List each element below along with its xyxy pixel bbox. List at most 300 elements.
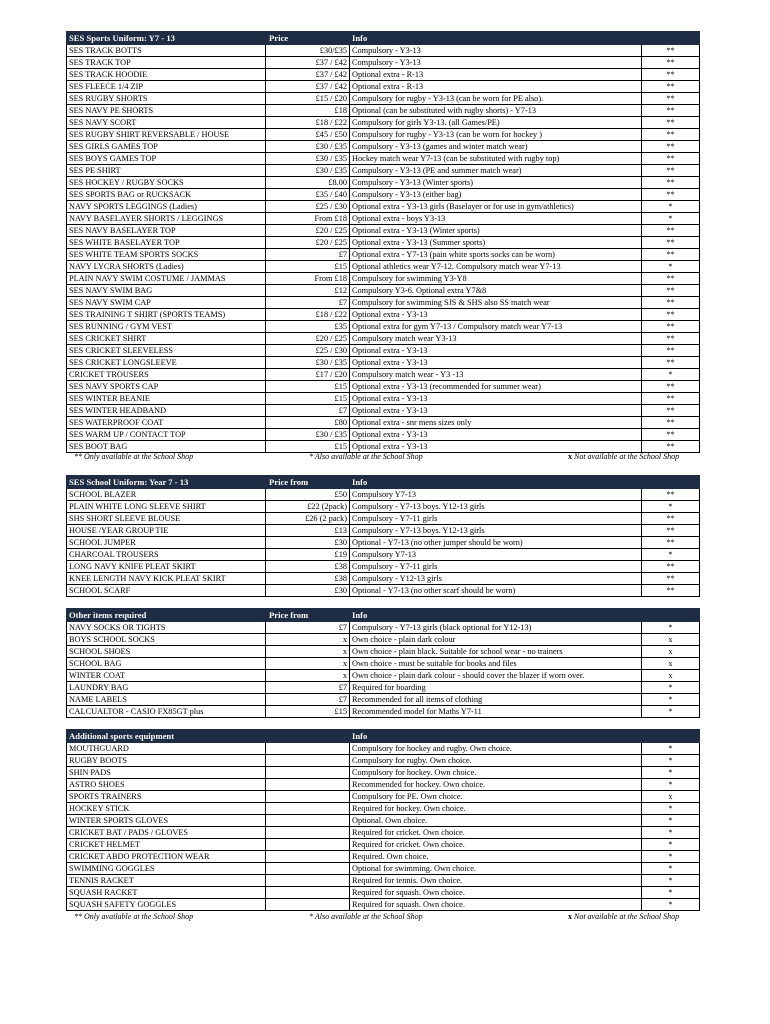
availability-mark: **: [642, 417, 700, 429]
item-info: Compulsory - Y7-13 girls (black optional for Y12-13): [350, 622, 642, 634]
availability-mark: **: [642, 357, 700, 369]
item-name: SES RUGBY SHORTS: [67, 93, 266, 105]
item-info: Own choice - plain dark colour: [350, 634, 642, 646]
table-row: [67, 682, 700, 694]
availability-mark: x: [642, 634, 700, 646]
table-row: [67, 153, 700, 165]
item-name: TENNIS RACKET: [67, 875, 266, 887]
item-price: £80: [266, 417, 350, 429]
table-row: [67, 489, 700, 501]
item-price: £45 / £50: [266, 129, 350, 141]
item-name: SQUASH RACKET: [67, 887, 266, 899]
item-name: NAVY SPORTS LEGGINGS (Ladies): [67, 201, 266, 213]
table-row: [67, 791, 700, 803]
item-name: SES BOOT BAG: [67, 441, 266, 453]
availability-mark: **: [642, 333, 700, 345]
availability-mark: **: [642, 69, 700, 81]
item-name: SES GIRLS GAMES TOP: [67, 141, 266, 153]
item-name: SES NAVY BASELAYER TOP: [67, 225, 266, 237]
availability-mark: **: [642, 393, 700, 405]
table-row: [67, 815, 700, 827]
availability-mark: *: [642, 261, 700, 273]
item-info: Optional for swimming. Own choice.: [350, 863, 642, 875]
item-info: Compulsory Y7-13: [350, 489, 642, 501]
table-row: [67, 189, 700, 201]
table-row: [67, 779, 700, 791]
item-name: NAME LABELS: [67, 694, 266, 706]
item-name: ASTRO SHOES: [67, 779, 266, 791]
item-price: £15: [266, 393, 350, 405]
availability-mark: x: [642, 791, 700, 803]
item-price: £7: [266, 682, 350, 694]
item-name: SES TRAINING T SHIRT (SPORTS TEAMS): [67, 309, 266, 321]
item-price: £37 / £42: [266, 81, 350, 93]
item-price: [266, 863, 350, 875]
availability-mark: **: [642, 573, 700, 585]
item-info: Optional extra - Y3-13: [350, 393, 642, 405]
item-name: RUGBY BOOTS: [67, 755, 266, 767]
table-row: [67, 309, 700, 321]
availability-mark: **: [642, 81, 700, 93]
table-header: [67, 609, 700, 622]
availability-mark: **: [642, 513, 700, 525]
availability-mark: **: [642, 405, 700, 417]
item-info: Compulsory for rugby - Y3-13 (can be worn for PE also).: [350, 93, 642, 105]
table-row: [67, 441, 700, 453]
header-mark: [642, 730, 700, 743]
table-row: [67, 875, 700, 887]
item-name: CRICKET ABDO PROTECTION WEAR: [67, 851, 266, 863]
item-info: Compulsory match wear Y3-13: [350, 333, 642, 345]
item-price: £37 / £42: [266, 57, 350, 69]
header-info: Info: [350, 609, 642, 622]
item-info: Optional extra - Y3-13: [350, 441, 642, 453]
availability-mark: **: [642, 237, 700, 249]
item-info: Recommended for hockey. Own choice.: [350, 779, 642, 791]
item-name: SES RUGBY SHIRT REVERSABLE / HOUSE: [67, 129, 266, 141]
item-price: £15: [266, 706, 350, 718]
item-info: Optional extra - snr mens sizes only: [350, 417, 642, 429]
availability-mark: **: [642, 285, 700, 297]
table-row: [67, 658, 700, 670]
item-info: Optional extra - R-13: [350, 81, 642, 93]
footer-notes-bottom: [66, 912, 699, 923]
item-name: CRICKET HELMET: [67, 839, 266, 851]
availability-mark: **: [642, 141, 700, 153]
item-price: x: [266, 658, 350, 670]
header-info: Info: [350, 730, 642, 743]
item-price: £15: [266, 381, 350, 393]
item-price: £8.00: [266, 177, 350, 189]
item-name: SES WINTER BEANIE: [67, 393, 266, 405]
header-price: Price: [266, 32, 350, 45]
table-row: [67, 899, 700, 911]
item-info: Own choice - plain dark colour - should cover the blazer if worn over.: [350, 670, 642, 682]
item-name: SCHOOL BAG: [67, 658, 266, 670]
item-info: Optional. Own choice.: [350, 815, 642, 827]
table-header: [67, 32, 700, 45]
availability-mark: *: [642, 887, 700, 899]
availability-mark: **: [642, 561, 700, 573]
item-price: £22 (2pack): [266, 501, 350, 513]
item-price: [266, 803, 350, 815]
availability-mark: *: [642, 549, 700, 561]
table-row: [67, 561, 700, 573]
availability-mark: **: [642, 273, 700, 285]
table-row: [67, 513, 700, 525]
table-row: [67, 369, 700, 381]
item-name: SES NAVY SWIM BAG: [67, 285, 266, 297]
table-header: [67, 730, 700, 743]
table-row: [67, 321, 700, 333]
availability-mark: *: [642, 682, 700, 694]
item-info: Optional extra - Y3-13 (recommended for summer wear): [350, 381, 642, 393]
item-info: Compulsory - Y3-13 (Winter sports): [350, 177, 642, 189]
item-info: Required for tennis. Own choice.: [350, 875, 642, 887]
item-name: SES SPORTS BAG or RUCKSACK: [67, 189, 266, 201]
item-price: £7: [266, 249, 350, 261]
item-info: Compulsory Y3-6. Optional extra Y7&8: [350, 285, 642, 297]
table-row: [67, 381, 700, 393]
item-name: SHS SHORT SLEEVE BLOUSE: [67, 513, 266, 525]
school-uniform-section: [66, 475, 699, 597]
item-info: Optional extra for gym Y7-13 / Compulsory match wear Y7-13: [350, 321, 642, 333]
table-row: [67, 249, 700, 261]
availability-mark: *: [642, 875, 700, 887]
item-name: SES NAVY SWIM CAP: [67, 297, 266, 309]
item-info: Optional extra - Y3-13: [350, 405, 642, 417]
item-price: £30 / £35: [266, 429, 350, 441]
item-name: SES PE SHIRT: [67, 165, 266, 177]
item-info: Optional - Y7-13 (no other jumper should be worn): [350, 537, 642, 549]
item-name: BOYS SCHOOL SOCKS: [67, 634, 266, 646]
item-info: Compulsory for girls Y3-13. (all Games/PE): [350, 117, 642, 129]
table-row: [67, 261, 700, 273]
item-name: SES WARM UP / CONTACT TOP: [67, 429, 266, 441]
item-info: Optional extra - R-13: [350, 69, 642, 81]
item-price: £7: [266, 405, 350, 417]
item-name: SCHOOL BLAZER: [67, 489, 266, 501]
item-name: SES TRACK TOP: [67, 57, 266, 69]
item-name: SES RUNNING / GYM VEST: [67, 321, 266, 333]
item-info: Compulsory for rugby. Own choice.: [350, 755, 642, 767]
table-row: [67, 429, 700, 441]
table-row: [67, 634, 700, 646]
availability-mark: **: [642, 129, 700, 141]
sports-equipment-table: [66, 729, 700, 911]
item-name: CHARCOAL TROUSERS: [67, 549, 266, 561]
item-price: x: [266, 634, 350, 646]
note-also-school-shop: * Also available at the School Shop: [309, 452, 423, 461]
school-uniform-table: [66, 475, 700, 597]
table-row: [67, 81, 700, 93]
item-info: Optional extra - Y3-13: [350, 345, 642, 357]
item-info: Optional extra - Y3-13 (Winter sports): [350, 225, 642, 237]
item-price: [266, 779, 350, 791]
item-price: £26 (2 pack): [266, 513, 350, 525]
item-name: KNEE LENGTH NAVY KICK PLEAT SKIRT: [67, 573, 266, 585]
item-price: £18 / £22: [266, 309, 350, 321]
availability-mark: **: [642, 381, 700, 393]
availability-mark: *: [642, 369, 700, 381]
note-only-school-shop: ** Only available at the School Shop: [74, 912, 194, 921]
item-price: £7: [266, 622, 350, 634]
item-name: MOUTHGUARD: [67, 743, 266, 755]
table-row: [67, 646, 700, 658]
item-name: SWIMMING GOGGLES: [67, 863, 266, 875]
item-name: SHIN PADS: [67, 767, 266, 779]
table-row: [67, 273, 700, 285]
table-row: [67, 755, 700, 767]
item-price: £15 / £20: [266, 93, 350, 105]
item-name: CRICKET TROUSERS: [67, 369, 266, 381]
item-name: PLAIN WHITE LONG SLEEVE SHIRT: [67, 501, 266, 513]
item-name: SCHOOL JUMPER: [67, 537, 266, 549]
table-row: [67, 417, 700, 429]
table-row: [67, 549, 700, 561]
item-name: SES CRICKET LONGSLEEVE: [67, 357, 266, 369]
note-not-school-shop: [568, 452, 679, 461]
item-info: Compulsory for rugby - Y3-13 (can be worn for hockey ): [350, 129, 642, 141]
table-row: [67, 177, 700, 189]
note-not-school-shop-text: Not available at the School Shop: [572, 452, 680, 461]
availability-mark: **: [642, 45, 700, 57]
item-info: Required for hockey. Own choice.: [350, 803, 642, 815]
item-info: Compulsory - Y7-13 boys. Y12-13 girls: [350, 501, 642, 513]
item-info: Required for cricket. Own choice.: [350, 827, 642, 839]
item-name: NAVY LYCRA SHORTS (Ladies): [67, 261, 266, 273]
item-info: Compulsory - Y7-13 boys. Y12-13 girls: [350, 525, 642, 537]
header-mark: [642, 32, 700, 45]
item-price: £35 / £40: [266, 189, 350, 201]
availability-mark: *: [642, 767, 700, 779]
table-row: [67, 851, 700, 863]
item-price: From £18: [266, 213, 350, 225]
note-not-school-shop-text: Not available at the School Shop: [572, 912, 680, 921]
item-info: Optional (can be substituted with rugby shorts) - Y7-13: [350, 105, 642, 117]
availability-mark: **: [642, 429, 700, 441]
availability-mark: *: [642, 755, 700, 767]
item-name: LONG NAVY KNIFE PLEAT SKIRT: [67, 561, 266, 573]
item-price: £38: [266, 573, 350, 585]
item-info: Optional extra - Y3-13: [350, 429, 642, 441]
table-row: [67, 670, 700, 682]
table-row: [67, 69, 700, 81]
item-price: £30 / £35: [266, 153, 350, 165]
availability-mark: **: [642, 105, 700, 117]
table-row: [67, 706, 700, 718]
availability-mark: **: [642, 249, 700, 261]
item-price: £30/£35: [266, 45, 350, 57]
item-name: CALCUALTOR - CASIO FX85GT plus: [67, 706, 266, 718]
table-row: [67, 622, 700, 634]
table-row: [67, 827, 700, 839]
availability-mark: x: [642, 658, 700, 670]
table-row: [67, 237, 700, 249]
item-name: SPORTS TRAINERS: [67, 791, 266, 803]
item-price: £35: [266, 321, 350, 333]
item-price: £18: [266, 105, 350, 117]
item-name: SES WATERPROOF COAT: [67, 417, 266, 429]
item-price: £30 / £35: [266, 141, 350, 153]
item-price: £38: [266, 561, 350, 573]
item-info: Optional - Y7-13 (no other scarf should be worn): [350, 585, 642, 597]
availability-mark: **: [642, 537, 700, 549]
item-price: £17 / £20: [266, 369, 350, 381]
item-info: Compulsory - Y3-13: [350, 57, 642, 69]
note-only-school-shop: ** Only available at the School Shop: [74, 452, 194, 461]
availability-mark: **: [642, 321, 700, 333]
item-name: SES WHITE TEAM SPORTS SOCKS: [67, 249, 266, 261]
other-items-table: [66, 608, 700, 718]
item-name: SES WHITE BASELAYER TOP: [67, 237, 266, 249]
table-row: [67, 501, 700, 513]
item-info: Required. Own choice.: [350, 851, 642, 863]
item-price: £18 / £22: [266, 117, 350, 129]
item-info: Compulsory for hockey and rugby. Own choice.: [350, 743, 642, 755]
item-price: £13: [266, 525, 350, 537]
item-info: Recommended for all items of clothing: [350, 694, 642, 706]
availability-mark: **: [642, 117, 700, 129]
item-price: [266, 755, 350, 767]
table-row: [67, 117, 700, 129]
table-row: [67, 887, 700, 899]
item-price: [266, 899, 350, 911]
header-price: [266, 730, 350, 743]
table-row: [67, 694, 700, 706]
item-info: Recommended model for Maths Y7-11: [350, 706, 642, 718]
item-info: Required for squash. Own choice.: [350, 887, 642, 899]
item-info: Optional athletics wear Y7-12. Compulsory match wear Y7-13: [350, 261, 642, 273]
table-row: [67, 57, 700, 69]
item-name: HOCKEY STICK: [67, 803, 266, 815]
item-name: CRICKET BAT / PADS / GLOVES: [67, 827, 266, 839]
availability-mark: *: [642, 213, 700, 225]
item-price: £12: [266, 285, 350, 297]
item-info: Compulsory - Y3-13 (PE and summer match wear): [350, 165, 642, 177]
table-row: [67, 767, 700, 779]
item-info: Compulsory - Y3-13 (games and winter match wear): [350, 141, 642, 153]
item-info: Compulsory Y7-13: [350, 549, 642, 561]
table-row: [67, 405, 700, 417]
sports-equipment-section: [66, 729, 699, 911]
availability-mark: **: [642, 177, 700, 189]
item-price: From £18: [266, 273, 350, 285]
item-price: £30: [266, 537, 350, 549]
availability-mark: **: [642, 57, 700, 69]
item-price: £20 / £25: [266, 225, 350, 237]
table-row: [67, 333, 700, 345]
availability-mark: *: [642, 815, 700, 827]
item-info: Hockey match wear Y7-13 (can be substituted with rugby top): [350, 153, 642, 165]
availability-mark: x: [642, 670, 700, 682]
item-price: £20 / £25: [266, 237, 350, 249]
item-info: Compulsory - Y3-13: [350, 45, 642, 57]
table-row: [67, 393, 700, 405]
other-items-section: [66, 608, 699, 718]
availability-mark: **: [642, 525, 700, 537]
table-row: [67, 141, 700, 153]
item-name: NAVY SOCKS OR TIGHTS: [67, 622, 266, 634]
header-item: SES School Uniform: Year 7 - 13: [67, 476, 266, 489]
table-row: [67, 345, 700, 357]
availability-mark: *: [642, 706, 700, 718]
item-name: SES NAVY SCORT: [67, 117, 266, 129]
header-price: Price from: [266, 476, 350, 489]
item-price: [266, 743, 350, 755]
item-price: [266, 875, 350, 887]
table-row: [67, 525, 700, 537]
item-info: Compulsory - Y12-13 girls: [350, 573, 642, 585]
header-item: Other items required: [67, 609, 266, 622]
item-price: x: [266, 670, 350, 682]
availability-mark: **: [642, 585, 700, 597]
availability-mark: *: [642, 743, 700, 755]
item-name: NAVY BASELAYER SHORTS / LEGGINGS: [67, 213, 266, 225]
table-row: [67, 803, 700, 815]
availability-mark: *: [642, 827, 700, 839]
availability-mark: **: [642, 309, 700, 321]
item-info: Required for cricket. Own choice.: [350, 839, 642, 851]
sports-uniform-section: [66, 31, 699, 453]
availability-mark: **: [642, 165, 700, 177]
item-info: Compulsory for PE. Own choice.: [350, 791, 642, 803]
item-price: £15: [266, 261, 350, 273]
item-price: £37 / £42: [266, 69, 350, 81]
item-price: [266, 887, 350, 899]
availability-mark: **: [642, 189, 700, 201]
availability-mark: **: [642, 345, 700, 357]
item-name: SES BOYS GAMES TOP: [67, 153, 266, 165]
availability-mark: *: [642, 803, 700, 815]
item-name: SQUASH SAFETY GOGGLES: [67, 899, 266, 911]
item-info: Compulsory - Y7-11 girls: [350, 561, 642, 573]
table-row: [67, 285, 700, 297]
item-price: [266, 791, 350, 803]
table-row: [67, 45, 700, 57]
table-row: [67, 297, 700, 309]
item-price: £7: [266, 297, 350, 309]
item-info: Compulsory for hockey. Own choice.: [350, 767, 642, 779]
item-info: Required for squash. Own choice.: [350, 899, 642, 911]
item-name: SES NAVY SPORTS CAP: [67, 381, 266, 393]
sports-uniform-table: [66, 31, 700, 453]
availability-mark: *: [642, 501, 700, 513]
table-row: [67, 201, 700, 213]
item-info: Compulsory - Y7-11 girls: [350, 513, 642, 525]
item-name: SCHOOL SCARF: [67, 585, 266, 597]
header-info: Info: [350, 476, 642, 489]
footer-notes: [66, 452, 699, 463]
item-price: £30: [266, 585, 350, 597]
availability-mark: *: [642, 201, 700, 213]
item-name: WINTER SPORTS GLOVES: [67, 815, 266, 827]
table-row: [67, 839, 700, 851]
item-name: SES FLEECE 1/4 ZIP: [67, 81, 266, 93]
item-name: LAUNDRY BAG: [67, 682, 266, 694]
not-available-mark: x: [568, 452, 572, 461]
item-info: Compulsory match wear - Y3 -13: [350, 369, 642, 381]
item-price: £7: [266, 694, 350, 706]
table-row: [67, 357, 700, 369]
note-not-school-shop: [568, 912, 679, 921]
availability-mark: **: [642, 489, 700, 501]
header-mark: [642, 476, 700, 489]
item-name: SES TRACK BOTTS: [67, 45, 266, 57]
item-price: £25 / £30: [266, 201, 350, 213]
header-mark: [642, 609, 700, 622]
availability-mark: **: [642, 441, 700, 453]
